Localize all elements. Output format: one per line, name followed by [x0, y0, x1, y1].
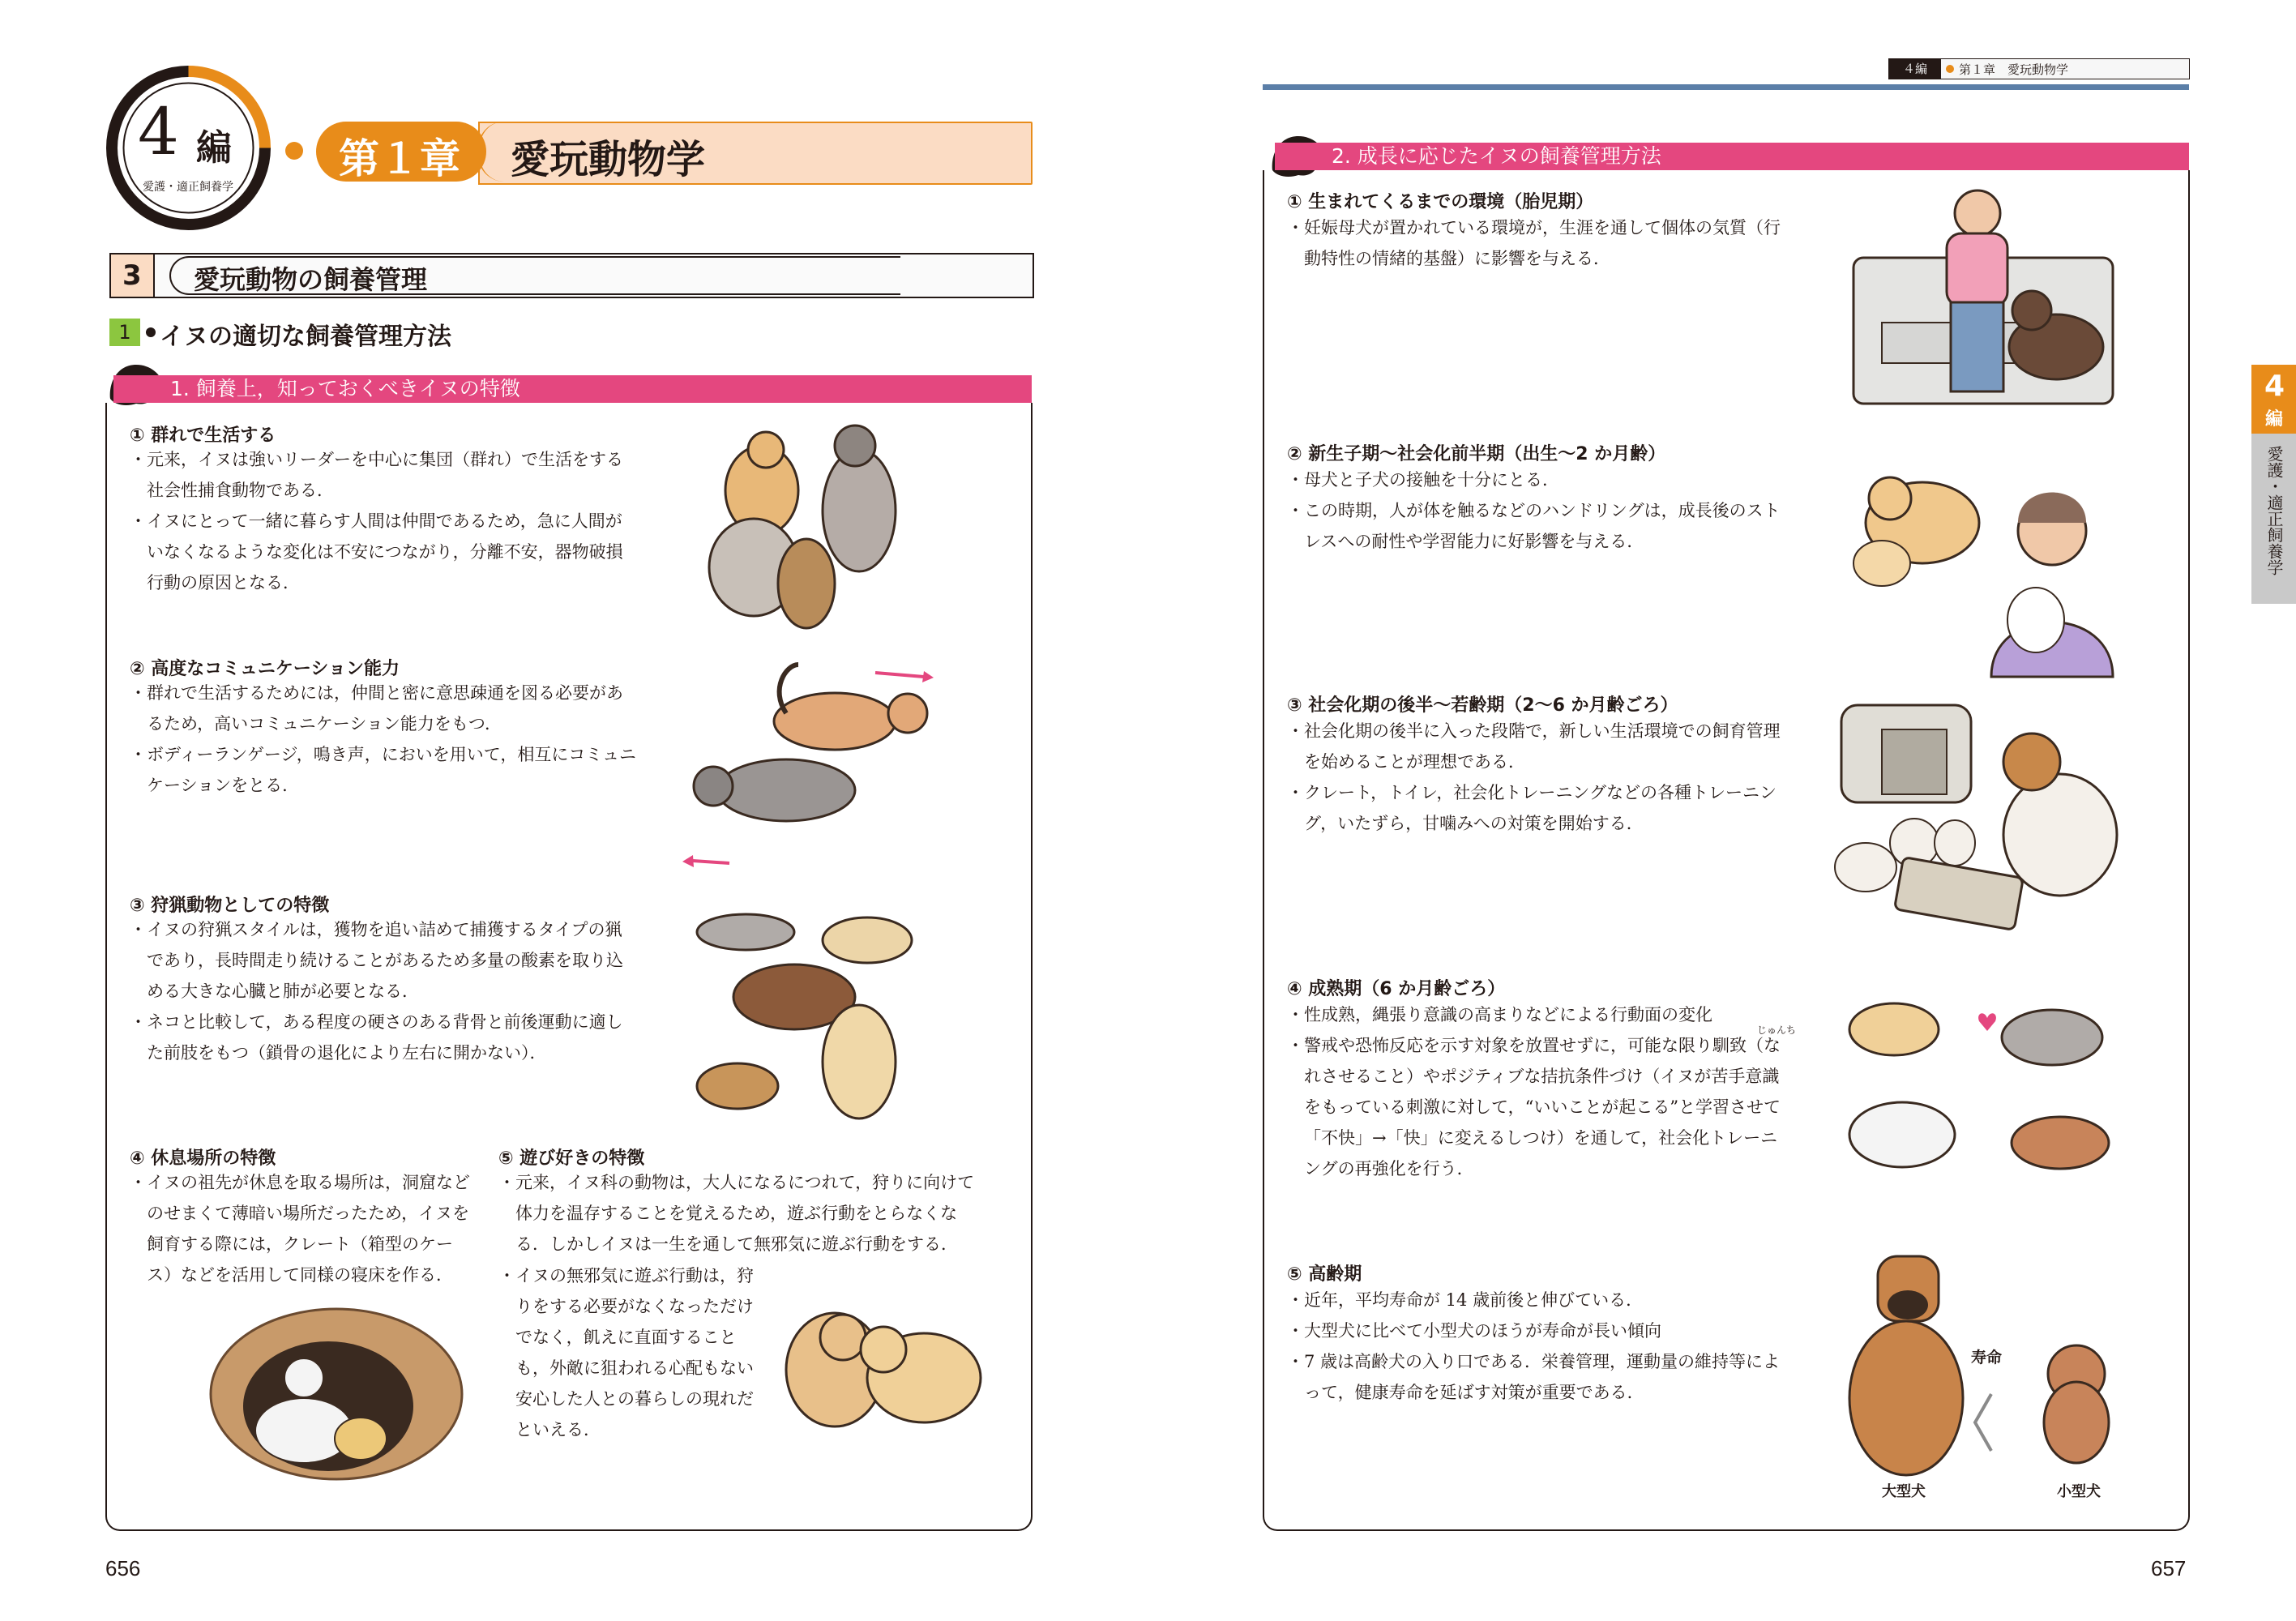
item-heading: ⑤ 高齢期	[1287, 1264, 1362, 1285]
large-dog-label: 大型犬	[1882, 1483, 1926, 1500]
ruby-junchi: じゅんち	[1757, 1024, 1797, 1036]
communicating-dogs-illustration	[673, 648, 948, 875]
item-line: ・イヌの狩猟スタイルは，獲物を追い詰めて捕獲するタイプの猟であり，長時間走り続けることがあるため多量の酸素を取り込める大きな心臓と肺が必要となる．	[130, 920, 623, 1001]
item-line: ・母犬と子犬の接触を十分にとる．	[1287, 470, 1559, 490]
chapter-title: 愛玩動物学	[511, 137, 706, 182]
item-body	[1287, 464, 1794, 557]
side-tab-label: 編	[2265, 409, 2284, 430]
item-line: ・近年，平均寿命が 14 歳前後と伸びている．	[1287, 1290, 1644, 1310]
item-line: ・クレート，トイレ，社会化トレーニングなどの各種トレーニング，いたずら，甘噛みへの対策を開始する．	[1287, 783, 1777, 833]
running-head	[1888, 58, 2190, 79]
pack-dogs-illustration	[673, 413, 940, 640]
item-body	[1287, 1285, 1794, 1408]
part-number: 4	[138, 94, 179, 169]
item-line: ・ネコと比較して，ある程度の硬さのある背骨と前後運動に適した前肢をもつ（鎖骨の退化により左右に開かない）．	[130, 1012, 623, 1063]
side-tab	[2251, 365, 2296, 604]
side-tab-num: 4	[2264, 370, 2285, 403]
newborn-puppy-illustration	[1833, 442, 2125, 685]
item-line: ・大型犬に比べて小型犬のほうが寿命が長い傾向	[1287, 1321, 1661, 1341]
item-body	[1287, 212, 1794, 274]
chapter-label: 第１章	[339, 135, 460, 182]
item-heading: ③ 社会化期の後半～若齢期（2～6 か月齢ごろ）	[1287, 695, 1678, 716]
part-emblem	[105, 65, 272, 231]
item-line: ・7 歳は高齢犬の入り口である．栄養管理，運動量の維持等によって，健康寿命を延ばす対策が重要である．	[1287, 1352, 1781, 1402]
item-line: ・イヌにとって一緒に暮らす人間は仲間であるため，急に人間がいなくなるような変化は不安につながり，分離不安，器物破損行動の原因となる．	[130, 511, 623, 592]
lifespan-label: 寿命	[1971, 1349, 2003, 1367]
pregnant-dog-illustration	[1849, 185, 2117, 412]
running-head-dot	[1946, 65, 1954, 73]
item-body	[498, 1260, 758, 1445]
part-label: 編	[196, 127, 232, 169]
item-body	[130, 1167, 470, 1290]
den-rest-illustration	[207, 1305, 466, 1483]
part-emblem-ring-icon	[105, 65, 272, 231]
item-line: ・元来，イヌは強いリーダーを中心に集団（群れ）で生活をする社会性捕食動物である．	[130, 450, 623, 500]
chapter-banner	[316, 122, 1031, 182]
item-line: ・妊娠母犬が置かれている環境が，生涯を通して個体の気質（行動特性の情緒的基盤）に影響を与える．	[1287, 218, 1781, 268]
item-line: ・性成熟，縄張り意識の高まりなどによる行動面の変化	[1287, 1005, 1712, 1024]
section-bar-growth: 2. 成長に応じたイヌの飼養管理方法	[1275, 143, 2189, 170]
page-number-right: 657	[2151, 1556, 2187, 1580]
item-heading: ② 新生子期～社会化前半期（出生～2 か月齢）	[1287, 444, 1666, 464]
item-heading: ① 群れで生活する	[130, 426, 276, 446]
item-heading: ② 高度なコミュニケーション能力	[130, 659, 400, 679]
item-heading: ③ 狩猟動物としての特徴	[130, 896, 330, 916]
item-body	[1287, 716, 1794, 839]
crate-puppies-illustration	[1833, 697, 2125, 940]
item-body	[130, 444, 639, 598]
item-body	[130, 914, 639, 1068]
part-sub: 愛護・適正飼養学	[143, 181, 233, 194]
playing-dogs-illustration	[762, 1272, 1005, 1467]
top-rule	[1263, 84, 2189, 90]
subsection-title: イヌの適切な飼養管理方法	[160, 323, 451, 351]
subsection-bullet-icon	[146, 327, 156, 337]
adult-dogs-illustration	[1833, 973, 2125, 1200]
item-line: ・イヌの祖先が休息を取る場所は，洞窟などのせまくて薄暗い場所だったため，イヌを飼育する際には，クレート（箱型のケース）などを活用して同様の寝床を作る．	[130, 1173, 470, 1285]
item-line: ・警戒や恐怖反応を示す対象を放置せずに，可能な限り馴致（なれさせること）やポジティブな拮抗条件づけ（イヌが苦手意識をもっている刺激に対して，“いいことが起こる”と学習させて「不快」→「快」に変えるしつけ）を通して，社会化トレーニングの再強化を行う．	[1287, 1036, 1781, 1178]
section-number: 3	[122, 259, 142, 292]
item-heading: ⑤ 遊び好きの特徴	[498, 1148, 645, 1169]
item-heading: ④ 休息場所の特徴	[130, 1148, 276, 1169]
section-title: 愛玩動物の飼養管理	[194, 264, 428, 295]
side-tab-text: 愛護・適正飼養学	[2264, 446, 2284, 575]
item-body	[130, 678, 639, 801]
section-header	[109, 253, 1034, 298]
item-line: ・イヌの無邪気に遊ぶ行動は，狩りをする必要がなくなっただけでなく，飢えに直面することも，外敵に狙われる心配もない安心した人との暮らしの現れだといえる．	[498, 1266, 754, 1439]
item-line: ・この時期，人が体を触るなどのハンドリングは，成長後のストレスへの耐性や学習能力に好影響を与える．	[1287, 501, 1781, 551]
item-body	[1287, 999, 1797, 1184]
chapter-dot	[285, 142, 303, 160]
running-head-text: 第１章 愛玩動物学	[1959, 62, 2069, 77]
page-number-left: 656	[105, 1556, 141, 1580]
item-line: ・社会化期の後半に入った段階で，新しい生活環境での飼育管理を始めることが理想である．	[1287, 721, 1781, 772]
item-line: ・ボディーランゲージ，鳴き声，においを用いて，相互にコミュニケーションをとる．	[130, 745, 636, 795]
item-body	[498, 1167, 989, 1260]
running-head-num: ４編	[1889, 59, 1941, 79]
subsection-number: 1	[109, 319, 140, 346]
item-heading: ① 生まれてくるまでの環境（胎児期）	[1287, 192, 1594, 212]
small-dog-label: 小型犬	[2057, 1483, 2101, 1500]
section-bar-traits: 1. 飼養上，知っておくべきイヌの特徴	[113, 375, 1032, 403]
item-line: ・元来，イヌ科の動物は，大人になるにつれて，狩りに向けて体力を温存することを覚えるため，遊ぶ行動をとらなくなる．しかしイヌは一生を通して無邪気に遊ぶ行動をする．	[498, 1173, 975, 1254]
item-line: ・群れで生活するためには，仲間と密に意思疎通を図る必要があるため，高いコミュニケーション能力をもつ．	[130, 683, 623, 734]
item-heading: ④ 成熟期（6 か月齢ごろ）	[1287, 979, 1506, 999]
hunting-dogs-illustration	[673, 892, 940, 1135]
